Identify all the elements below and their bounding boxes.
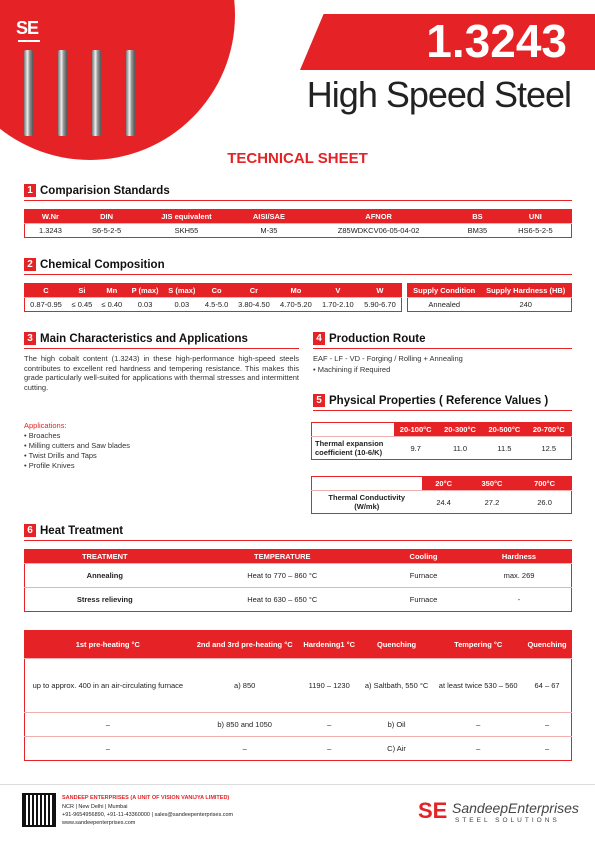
table-row: Annealing Heat to 770 – 860 °C Furnace max. 269 — [25, 564, 572, 588]
page-title: TECHNICAL SHEET — [227, 150, 368, 167]
standards-table: W.Nr DIN JIS equivalent AISI/SAE AFNOR BS UNI 1.3243 S6-5-2-5 SKH55 M-35 Z85WDKCV06-05-04-02 BM35 HS6-5-2-5 — [24, 209, 572, 238]
heat-treatment-table: TREATMENT TEMPERATURE Cooling Hardness Annealing Heat to 770 – 860 °C Furnace max. 269 Stress relieving Heat to 630 – 650 °C Furnace - — [24, 549, 572, 612]
section-rule — [24, 200, 572, 201]
section-rule — [24, 348, 299, 349]
section-rule — [24, 540, 572, 541]
section-rule — [24, 274, 572, 275]
footer-cities: NCR | New Delhi | Mumbai — [62, 804, 128, 810]
table-row: up to approx. 400 in an air-circulating furnace a) 850 1190 – 1230 a) Saltbath, 550 °C at least twice 530 – 560 64 – 67 — [25, 659, 572, 713]
characteristics-text: The high cobalt content (1.3243) in these high-performance high-speed steels contributes to excellent red hardness and tempering resistance. This makes this grade particularly well-suited for applications with thermal stresses and intermittent cutting. — [24, 354, 299, 392]
list-item: • Broaches — [24, 431, 61, 440]
logo-underline — [18, 40, 40, 42]
list-item: • Profile Knives — [24, 461, 75, 470]
hardening-table: 1st pre-heating °C 2nd and 3rd pre-heating °C Hardening1 °C Quenching Tempering °C Quenching up to approx. 400 in an air-circulating furnace a) 850 1190 – 1230 a) Saltbath, 550 °C at least twice 530 – 560 64 – 67 – b) 850 and 1050 – b) Oil – – – – – C) Air – – — [24, 630, 572, 761]
table-row: – b) 850 and 1050 – b) Oil – – — [25, 713, 572, 737]
section-rule — [313, 410, 572, 411]
section-rule — [313, 348, 572, 349]
chemical-table: C Si Mn P (max) S (max) Co Cr Mo V W 0.87-0.95 ≤ 0.45 ≤ 0.40 0.03 0.03 4.5-5.0 3.80-4.50 4.70-5.20 1.70-2.10 5.90-6.70 — [24, 283, 402, 312]
table-row: – – – C) Air – – — [25, 737, 572, 761]
footer-contact[interactable]: +91-9654956890, +91-11-43360000 | sales@sandeepenterprises.com — [62, 812, 234, 818]
company-logo: SE — [16, 18, 39, 38]
qr-code[interactable] — [22, 793, 56, 827]
brand-name: SandeepEnterprises — [452, 800, 579, 816]
applications-label: Applications: — [24, 421, 67, 430]
material-subtitle: High Speed Steel — [306, 74, 571, 115]
tap-tool-image — [92, 50, 101, 136]
table-row: Thermal Conductivity (W/mk) 24.4 27.2 26.0 — [312, 491, 572, 514]
section-heading-chemical: 2 Chemical Composition — [24, 258, 165, 271]
table-row: 0.87-0.95 ≤ 0.45 ≤ 0.40 0.03 0.03 4.5-5.0 3.80-4.50 4.70-5.20 1.70-2.10 5.90-6.70 — [25, 298, 402, 312]
supply-table: Supply Condition Supply Hardness (HB) Annealed 240 — [407, 283, 572, 312]
section-heading-heat-treatment: 6 Heat Treatment — [24, 524, 123, 537]
grade-number: 1.3243 — [426, 15, 567, 67]
list-item: • Twist Drills and Taps — [24, 451, 97, 460]
tap-tool-image — [24, 50, 33, 136]
footer-divider — [0, 784, 595, 785]
tap-tool-image — [58, 50, 67, 136]
footer-website[interactable]: www.sandeepenterprises.com — [62, 820, 136, 826]
footer-company: SANDEEP ENTERPRISES (A UNIT OF VISION VANIJYA LIMITED) — [62, 795, 230, 801]
brand-logo: SE — [418, 798, 448, 823]
table-row: 1.3243 S6-5-2-5 SKH55 M-35 Z85WDKCV06-05-04-02 BM35 HS6-5-2-5 — [25, 224, 572, 238]
conductivity-table: 20°C 350°C 700°C Thermal Conductivity (W/mk) 24.4 27.2 26.0 — [311, 476, 572, 514]
table-row: Stress relieving Heat to 630 – 650 °C Furnace - — [25, 588, 572, 612]
section-heading-production: 4 Production Route — [313, 332, 425, 345]
section-heading-standards: 1 Comparision Standards — [24, 184, 170, 197]
table-row: Annealed 240 — [408, 298, 572, 312]
tap-tool-image — [126, 50, 135, 136]
production-route: EAF - LF - VD - Forging / Rolling + Annealing — [313, 354, 463, 363]
section-heading-physical: 5 Physical Properties ( Reference Values ) — [313, 394, 548, 407]
expansion-table: 20-100°C 20-300°C 20-500°C 20-700°C Thermal expansion coefficient (10-6/K) 9.7 11.0 11.5 12.5 — [311, 422, 572, 460]
table-row: Thermal expansion coefficient (10-6/K) 9.7 11.0 11.5 12.5 — [312, 437, 572, 460]
brand-tagline: STEEL SOLUTIONS — [455, 817, 560, 824]
section-heading-characteristics: 3 Main Characteristics and Applications — [24, 332, 248, 345]
production-note: • Machining if Required — [313, 365, 391, 374]
list-item: • Milling cutters and Saw blades — [24, 441, 131, 450]
